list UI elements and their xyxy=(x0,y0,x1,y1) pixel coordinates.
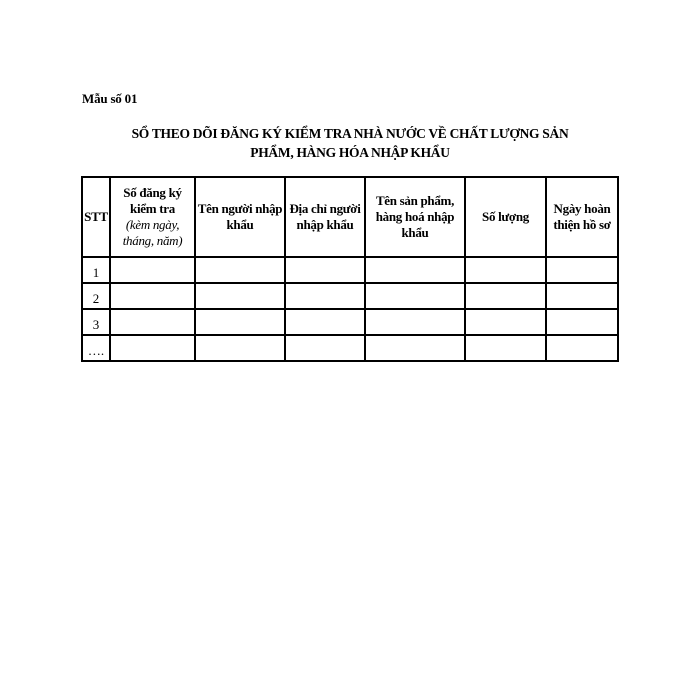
table-cell xyxy=(195,257,285,283)
header-product-name: Tên sản phẩm, hàng hoá nhập khẩu xyxy=(365,177,465,257)
form-number-label: Mẫu số 01 xyxy=(82,91,138,106)
table-row xyxy=(82,335,618,361)
table-cell xyxy=(195,283,285,309)
table-cell xyxy=(465,335,546,361)
table-cell xyxy=(285,257,365,283)
table-row xyxy=(82,257,618,283)
table-cell xyxy=(546,335,618,361)
table-cell xyxy=(285,309,365,335)
table-row xyxy=(82,309,618,335)
table-cell xyxy=(465,257,546,283)
header-importer-name: Tên người nhập khẩu xyxy=(195,177,285,257)
header-completion-date: Ngày hoàn thiện hồ sơ xyxy=(546,177,618,257)
table-cell xyxy=(365,335,465,361)
table-cell xyxy=(365,309,465,335)
table-cell xyxy=(546,309,618,335)
table-cell xyxy=(195,335,285,361)
table-header-row xyxy=(82,177,618,257)
row-stt: 2 xyxy=(82,283,110,309)
header-registration-number-label: Số đăng ký kiểm tra xyxy=(123,185,182,216)
header-stt: STT xyxy=(82,177,110,257)
table-cell xyxy=(195,309,285,335)
register-table xyxy=(81,176,619,362)
row-stt: 3 xyxy=(82,309,110,335)
table-cell xyxy=(110,309,195,335)
table-cell xyxy=(365,257,465,283)
header-registration-number xyxy=(110,177,195,257)
table-cell xyxy=(546,257,618,283)
table-cell xyxy=(546,283,618,309)
header-registration-number-note: (kèm ngày, tháng, năm) xyxy=(122,217,183,248)
table-cell xyxy=(110,283,195,309)
table-cell xyxy=(465,309,546,335)
table-cell xyxy=(110,257,195,283)
table-cell xyxy=(110,335,195,361)
row-stt: 1 xyxy=(82,257,110,283)
document-title-line-1: SỔ THEO DÕI ĐĂNG KÝ KIỂM TRA NHÀ NƯỚC VỀ CHẤT LƯỢNG SẢN xyxy=(131,126,569,141)
table-cell xyxy=(285,283,365,309)
row-stt: …. xyxy=(82,335,110,361)
header-importer-address: Địa chỉ người nhập khẩu xyxy=(285,177,365,257)
document-title-line-2: PHẨM, HÀNG HÓA NHẬP KHẨU xyxy=(250,145,450,160)
table-row xyxy=(82,283,618,309)
table-cell xyxy=(365,283,465,309)
table-cell xyxy=(465,283,546,309)
header-quantity: Số lượng xyxy=(465,177,546,257)
document-title xyxy=(60,124,640,162)
table-cell xyxy=(285,335,365,361)
